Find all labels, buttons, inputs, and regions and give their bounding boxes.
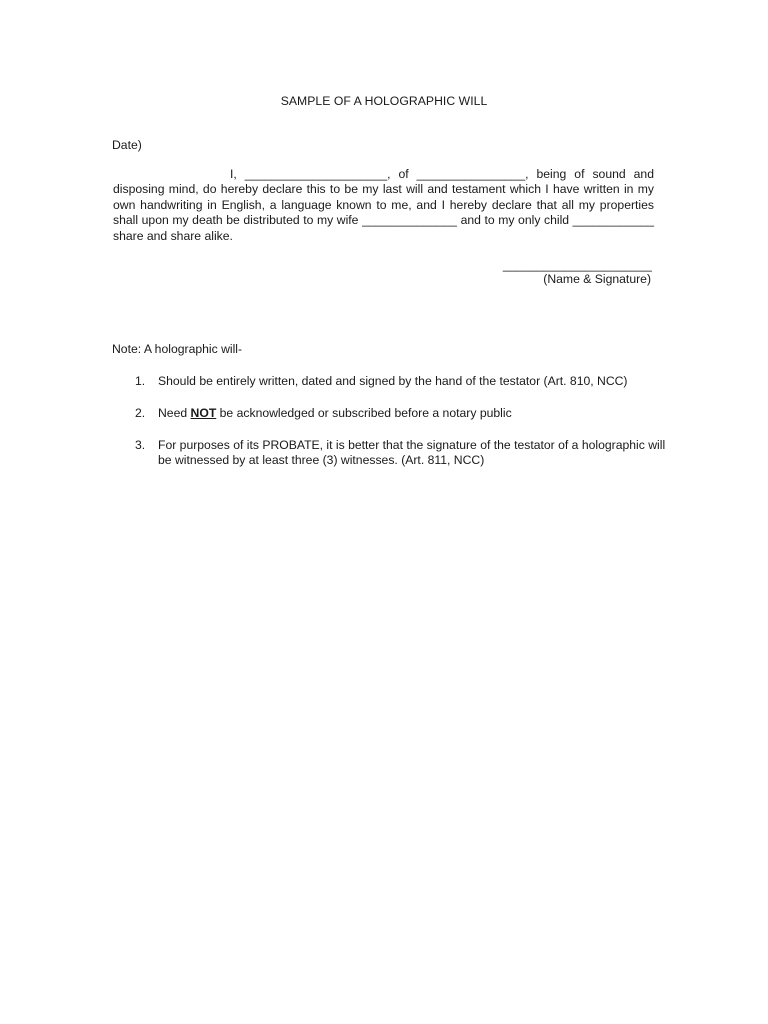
note-number: 2. [135,405,146,420]
note-intro: Note: A holographic will- [112,342,243,356]
note-text: For purposes of its PROBATE, it is better that the signature of the testator of a holographic will be witnessed by at least three (3) witnesses. (Art. 811, NCC) [158,437,666,468]
declaration-text: being of sound and disposing mind, do hereby declare this to be my last will and testament which I have written in my own handwriting in English, a language known to me, and I hereby declare that all my properties shall upon my death be distributed to my wife [113,167,654,228]
signature-label: (Name & Signature) [543,272,651,286]
child-blank: ____________ [572,213,655,228]
note-text-after: be acknowledged or subscribed before a notary public [219,405,512,420]
pronoun-text: I, [230,167,237,181]
note-text: Should be entirely written, dated and signed by the hand of the testator (Art. 810, NCC) [158,374,628,388]
share-text: share and share alike. [113,228,233,243]
note-item-3 [112,438,672,469]
note-emphasis: NOT [190,405,217,420]
note-number: 3. [135,437,146,452]
wife-blank: ______________ [362,213,457,228]
document-title: SAMPLE OF A HOLOGRAPHIC WILL [280,94,488,108]
will-declaration-paragraph: I, _____________________, of ________________, being of sound and disposing mind, do hereby declare this to be my last will and testament which I have written in my own handwriting in English, a language known to me, and I hereby declare that all my properties shall upon my death be distributed to my wife ______________ and to my only child ____________ share and share alike. [113,167,655,243]
note-item-1 [112,374,672,389]
note-list [112,374,672,485]
child-text: and to my only child [460,213,570,228]
note-item-2 [112,406,672,421]
name-blank: _____________________ [244,167,388,181]
note-number: 1. [135,374,146,388]
note-text-before: Need [158,405,188,420]
place-blank: ________________ [416,167,526,181]
of-text: of [398,167,409,181]
signature-line: ______________________ [502,258,652,272]
date-label: Date) [112,138,142,152]
